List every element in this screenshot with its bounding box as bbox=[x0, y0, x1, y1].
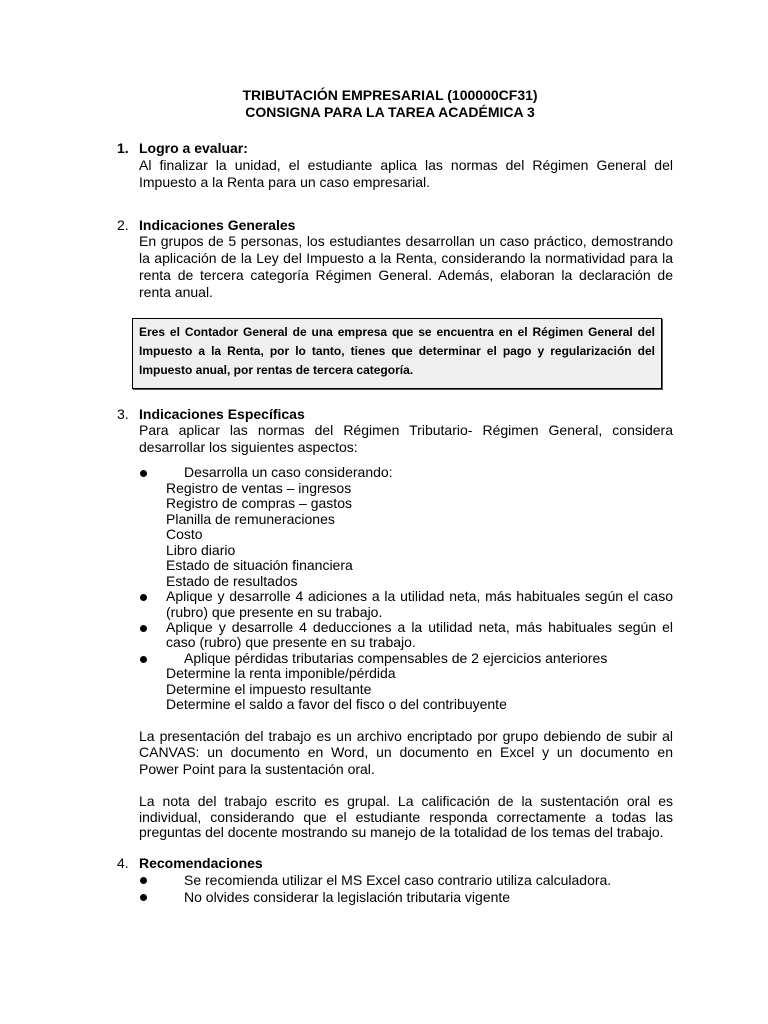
list-item-continuation: caso (rubro) que presente en su trabajo. bbox=[166, 634, 416, 651]
sub-item: Planilla de remuneraciones bbox=[166, 510, 335, 527]
callout-box bbox=[132, 318, 662, 389]
section-1-text-line: Al finalizar la unidad, el estudiante aplica las normas del Régimen General del bbox=[139, 156, 673, 173]
bullet-icon bbox=[140, 625, 147, 632]
section-4-header bbox=[0, 855, 673, 872]
course-title: TRIBUTACIÓN EMPRESARIAL (100000CF31) bbox=[242, 86, 538, 103]
document-title bbox=[117, 87, 663, 121]
submission-paragraph bbox=[0, 728, 673, 778]
callout-line: Impuesto a la Renta, por lo tanto, tienes que determinar el pago y regularización del bbox=[139, 344, 655, 358]
list-item-text: Desarrolla un caso considerando: bbox=[184, 464, 393, 481]
section-2 bbox=[0, 217, 673, 301]
paragraph-line: Power Point para la sustentación oral. bbox=[139, 760, 375, 777]
list-item-continuation: (rubro) que presente en su trabajo. bbox=[166, 603, 383, 620]
list-item-text: Se recomienda utilizar el MS Excel caso contrario utiliza calculadora. bbox=[184, 871, 612, 888]
sub-item: Determine el saldo a favor del fisco o del contribuyente bbox=[166, 696, 507, 713]
section-1-header bbox=[0, 140, 673, 157]
callout-line: Eres el Contador General de una empresa que se encuentra en el Régimen General del bbox=[139, 325, 655, 339]
section-2-number: 2. bbox=[117, 216, 129, 233]
section-1-text-line: Impuesto a la Renta para un caso empresarial. bbox=[139, 173, 431, 190]
assignment-title: CONSIGNA PARA LA TAREA ACADÉMICA 3 bbox=[245, 103, 535, 120]
callout-line: Impuesto anual, por rentas de tercera categoría. bbox=[139, 363, 414, 377]
section-2-text-line: renta de tercera categoría Régimen General. Además, elaboran la declaración de bbox=[139, 266, 673, 283]
list-item bbox=[0, 465, 673, 480]
section-3-intro-line: Para aplicar las normas del Régimen Tributario- Régimen General, considera bbox=[139, 422, 673, 439]
section-1 bbox=[0, 140, 673, 191]
list-item bbox=[0, 872, 673, 889]
list-item bbox=[0, 651, 673, 666]
paragraph-line: CANVAS: un documento en Word, un documento en Excel y un documento en bbox=[139, 744, 673, 761]
section-3-intro-line: desarrollar los siguientes aspectos: bbox=[139, 438, 358, 455]
section-3-heading: Indicaciones Específicas bbox=[139, 405, 305, 422]
paragraph-line: La nota del trabajo escrito es grupal. La calificación de la sustentación oral es bbox=[139, 793, 673, 810]
section-4 bbox=[0, 855, 673, 906]
list-item-text: Aplique pérdidas tributarias compensables de 2 ejercicios anteriores bbox=[184, 649, 608, 666]
paragraph-line: preguntas del docente mostrando su manejo de la totalidad de los temas del trabajo. bbox=[139, 824, 664, 841]
sub-item: Determine el impuesto resultante bbox=[166, 680, 372, 697]
sub-item: Registro de compras – gastos bbox=[166, 495, 352, 512]
list-item-text: Aplique y desarrolle 4 deducciones a la utilidad neta, más habituales según el bbox=[166, 618, 673, 635]
grading-paragraph bbox=[0, 794, 673, 841]
section-3-header bbox=[0, 406, 673, 423]
bullet-icon bbox=[140, 877, 147, 884]
section-2-text-line: En grupos de 5 personas, los estudiantes desarrollan un caso práctico, demostrando bbox=[139, 233, 673, 250]
section-2-text-line: la aplicación de la Ley del Impuesto a la Renta, considerando la normatividad para la bbox=[139, 250, 673, 267]
sub-item: Estado de resultados bbox=[166, 572, 298, 589]
section-3 bbox=[0, 406, 673, 456]
list-item bbox=[0, 889, 673, 906]
section-4-number: 4. bbox=[117, 854, 129, 871]
bullet-icon bbox=[140, 894, 147, 901]
sub-item: Registro de ventas – ingresos bbox=[166, 479, 352, 496]
section-3-number: 3. bbox=[117, 405, 129, 422]
sub-item: Determine la renta imponible/pérdida bbox=[166, 665, 396, 682]
list-item-text: No olvides considerar la legislación tributaria vigente bbox=[184, 888, 511, 905]
section-1-number: 1. bbox=[117, 139, 129, 156]
list-item bbox=[0, 589, 673, 604]
bullet-icon bbox=[140, 470, 147, 477]
section-1-heading: Logro a evaluar: bbox=[139, 139, 248, 156]
bullet-icon bbox=[140, 656, 147, 663]
list-item-text: Aplique y desarrolle 4 adiciones a la utilidad neta, más habituales según el caso bbox=[166, 588, 673, 605]
section-2-header bbox=[0, 217, 673, 234]
bullet-icon bbox=[140, 594, 147, 601]
section-2-heading: Indicaciones Generales bbox=[139, 216, 296, 233]
sub-item: Libro diario bbox=[166, 541, 236, 558]
sub-item: Estado de situación financiera bbox=[166, 557, 353, 574]
task-list bbox=[0, 465, 673, 713]
paragraph-line: La presentación del trabajo es un archivo encriptado por grupo debiendo de subir al bbox=[139, 727, 673, 744]
section-4-heading: Recomendaciones bbox=[139, 854, 263, 871]
section-2-text-line: renta anual. bbox=[139, 283, 213, 300]
paragraph-line: individual, considerando que el estudiante responda correctamente a todas las bbox=[139, 808, 673, 825]
list-item bbox=[0, 620, 673, 635]
sub-item: Costo bbox=[166, 526, 203, 543]
